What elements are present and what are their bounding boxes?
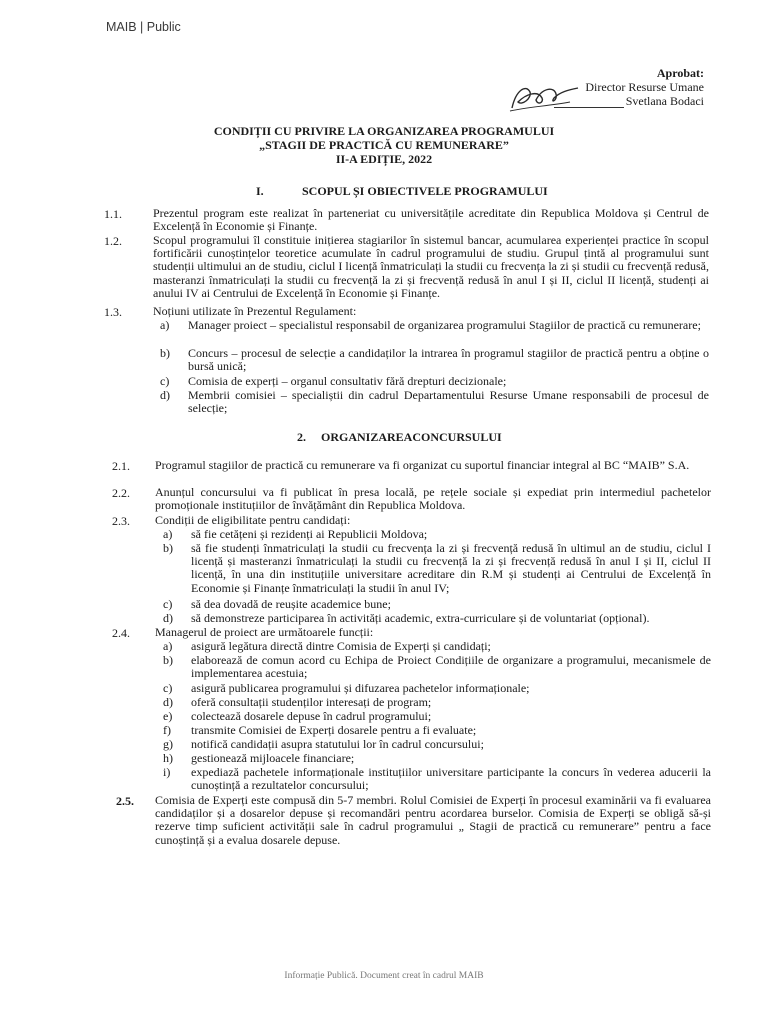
- function-item: [163, 724, 711, 738]
- item-letter: b): [160, 346, 170, 360]
- item-text: să fie studenți înmatriculați la studii cu frecvența la zi și frecvență redusă în ultimul an de studiu, ciclul I licență și masteranzi înmatriculați la studii cu frecvență la zi și frecvență redusă în anul I și II, ciclul II licență, în una din instituțiile universitare acreditare din R.M și studenți ai Centrului de Excelență în Economie și Finanțe înmatriculați la studii în anul IV;: [191, 541, 711, 595]
- item-letter: e): [163, 709, 173, 723]
- item-text: elaborează de comun acord cu Echipa de Proiect Condițiile de organizare a programului, mecanismele de implementarea acestuia;: [191, 653, 711, 681]
- approval-name: Svetlana Bodaci: [554, 94, 704, 108]
- item-letter: d): [163, 611, 173, 625]
- clause-number: 1.2.: [104, 234, 122, 248]
- notion-item: [160, 347, 709, 375]
- clause-text: Noțiuni utilizate în Prezentul Regulament:: [153, 304, 357, 318]
- title-line-1: CONDIȚII CU PRIVIRE LA ORGANIZAREA PROGRAMULUI: [213, 124, 555, 138]
- section-2-title: ORGANIZAREACONCURSULUI: [321, 430, 502, 444]
- item-text: să fie cetățeni și rezidenți ai Republicii Moldova;: [191, 527, 428, 541]
- function-item: [163, 738, 711, 752]
- item-letter: a): [160, 318, 170, 332]
- clause-text: Managerul de proiect are următoarele funcții:: [155, 625, 374, 639]
- item-text: transmite Comisiei de Experți dosarele pentru a fi evaluate;: [191, 723, 477, 737]
- item-text: gestionează mijloacele financiare;: [191, 751, 355, 765]
- function-item: [163, 710, 711, 724]
- footer-note: Informație Publică. Document creat în cadrul MAIB: [284, 971, 484, 981]
- clause-text: Scopul programului îl constituie inițierea stagiarilor în sistemul bancar, acumularea experienței practice în scopul fortificării cunoștințelor teoretice acumulate în cadrul programului de studiu. Grupul țintă al programului sunt studenții ultimului an de studiu, ciclul I licență înmatriculați la studii cu frecvența la zi și studii cu frecvență redusă, masteranzi înmatriculați la studii cu frecvență la zi și frecvență redusă în anul I și II, ciclul II licență, studenți ai anului IV ai Centrului de Excelență în Economie și Finanțe.: [153, 233, 709, 300]
- clause-text: Anunțul concursului va fi publicat în presa locală, pe rețele sociale și expediat prin intermediul pachetelor promoționale instituțiilor de învățământ din Republica Moldova.: [155, 485, 711, 513]
- clause-number: 2.1.: [112, 459, 130, 473]
- function-item: [163, 682, 711, 696]
- item-letter: h): [163, 751, 173, 765]
- item-letter: d): [160, 388, 170, 402]
- item-letter: g): [163, 737, 173, 751]
- item-letter: c): [160, 374, 170, 388]
- item-text: asigură publicarea programului și difuzarea pachetelor informaționale;: [191, 681, 530, 695]
- section-2-number: 2.: [297, 430, 306, 444]
- item-text: colectează dosarele depuse în cadrul programului;: [191, 709, 432, 723]
- approval-title: Aprobat:: [656, 66, 704, 80]
- clause-text: Programul stagiilor de practică cu remunerare va fi organizat cu suportul financiar integral al BC “MAIB” S.A.: [155, 458, 690, 472]
- item-text: oferă consultații studenților interesați de program;: [191, 695, 432, 709]
- approval-role: Director Resurse Umane: [585, 80, 704, 94]
- clause-number: 1.3.: [104, 305, 122, 319]
- item-letter: c): [163, 597, 173, 611]
- item-text: expediază pachetele informaționale instituțiilor universitare participante la concurs în vederea aducerii la cunoștință a rezultatelor concursului;: [191, 765, 711, 793]
- item-text: Comisia de experți – organul consultativ fără drepturi decizionale;: [188, 374, 507, 388]
- clause-number: 1.1.: [104, 207, 122, 221]
- clause-text: Prezentul program este realizat în parteneriat cu universitățile acreditate din Republica Moldova și Centrul de Excelență în Economie și Finanțe.: [153, 206, 709, 234]
- function-item: [163, 752, 711, 766]
- item-text: să demonstreze participarea în activități academic, extra-curriculare și de voluntariat (opțional).: [191, 611, 650, 625]
- item-letter: f): [163, 723, 171, 737]
- eligibility-item: [163, 528, 711, 542]
- notion-item: [160, 389, 709, 417]
- clause-number: 2.2.: [112, 486, 130, 500]
- item-text: Manager proiect – specialistul responsabil de organizarea programului Stagiilor de practică cu remunerare;: [188, 318, 701, 332]
- classification-label: MAIB | Public: [106, 20, 181, 34]
- function-item: [163, 696, 711, 710]
- eligibility-item: [163, 542, 711, 598]
- function-item: [163, 640, 711, 654]
- notion-item: [160, 319, 709, 347]
- section-1-number: I.: [256, 184, 264, 198]
- clause-number: 2.3.: [112, 514, 130, 528]
- item-letter: b): [163, 653, 173, 667]
- eligibility-item: [163, 598, 711, 612]
- item-letter: i): [163, 765, 171, 779]
- item-text: Membrii comisiei – specialiștii din cadrul Departamentului Resurse Umane responsabili de procesul de selecție;: [188, 388, 709, 416]
- item-letter: a): [163, 527, 173, 541]
- clause-number: 2.5.: [116, 794, 134, 808]
- item-letter: d): [163, 695, 173, 709]
- item-text: asigură legătura directă dintre Comisia de Experți și candidați;: [191, 639, 491, 653]
- item-text: Concurs – procesul de selecție a candidaților la intrarea în programul stagiilor de practică pentru a obține o bursă unică;: [188, 346, 709, 374]
- signature: [508, 80, 588, 114]
- item-letter: b): [163, 541, 173, 555]
- clause-text: Condiții de eligibilitate pentru candidați:: [155, 513, 351, 527]
- clause-number: 2.4.: [112, 626, 130, 640]
- item-text: să dea dovadă de reușite academice bune;: [191, 597, 391, 611]
- title-line-2: „STAGII DE PRACTICĂ CU REMUNERARE”: [259, 138, 509, 152]
- title-line-3: II-A EDIȚIE, 2022: [335, 152, 433, 166]
- function-item: [163, 766, 711, 794]
- function-item: [163, 654, 711, 682]
- document-title: [0, 124, 768, 166]
- section-1-title: SCOPUL ȘI OBIECTIVELE PROGRAMULUI: [302, 184, 548, 198]
- eligibility-item: [163, 612, 711, 626]
- notion-item: [160, 375, 709, 389]
- item-text: notifică candidații asupra statutului lor în cadrul concursului;: [191, 737, 484, 751]
- item-letter: a): [163, 639, 173, 653]
- item-letter: c): [163, 681, 173, 695]
- clause-text: Comisia de Experți este compusă din 5-7 membri. Rolul Comisiei de Experți în procesul examinării va fi evaluarea candidaților și a dosarelor depuse și recomandări pentru acordarea burselor. Comisia de Experți se obligă să-și rezerve timp suficient activității sale în cadrul programului „ Stagii de practică cu remunerare” pentru a face cunoștință și a evalua dosarele depuse.: [155, 793, 711, 847]
